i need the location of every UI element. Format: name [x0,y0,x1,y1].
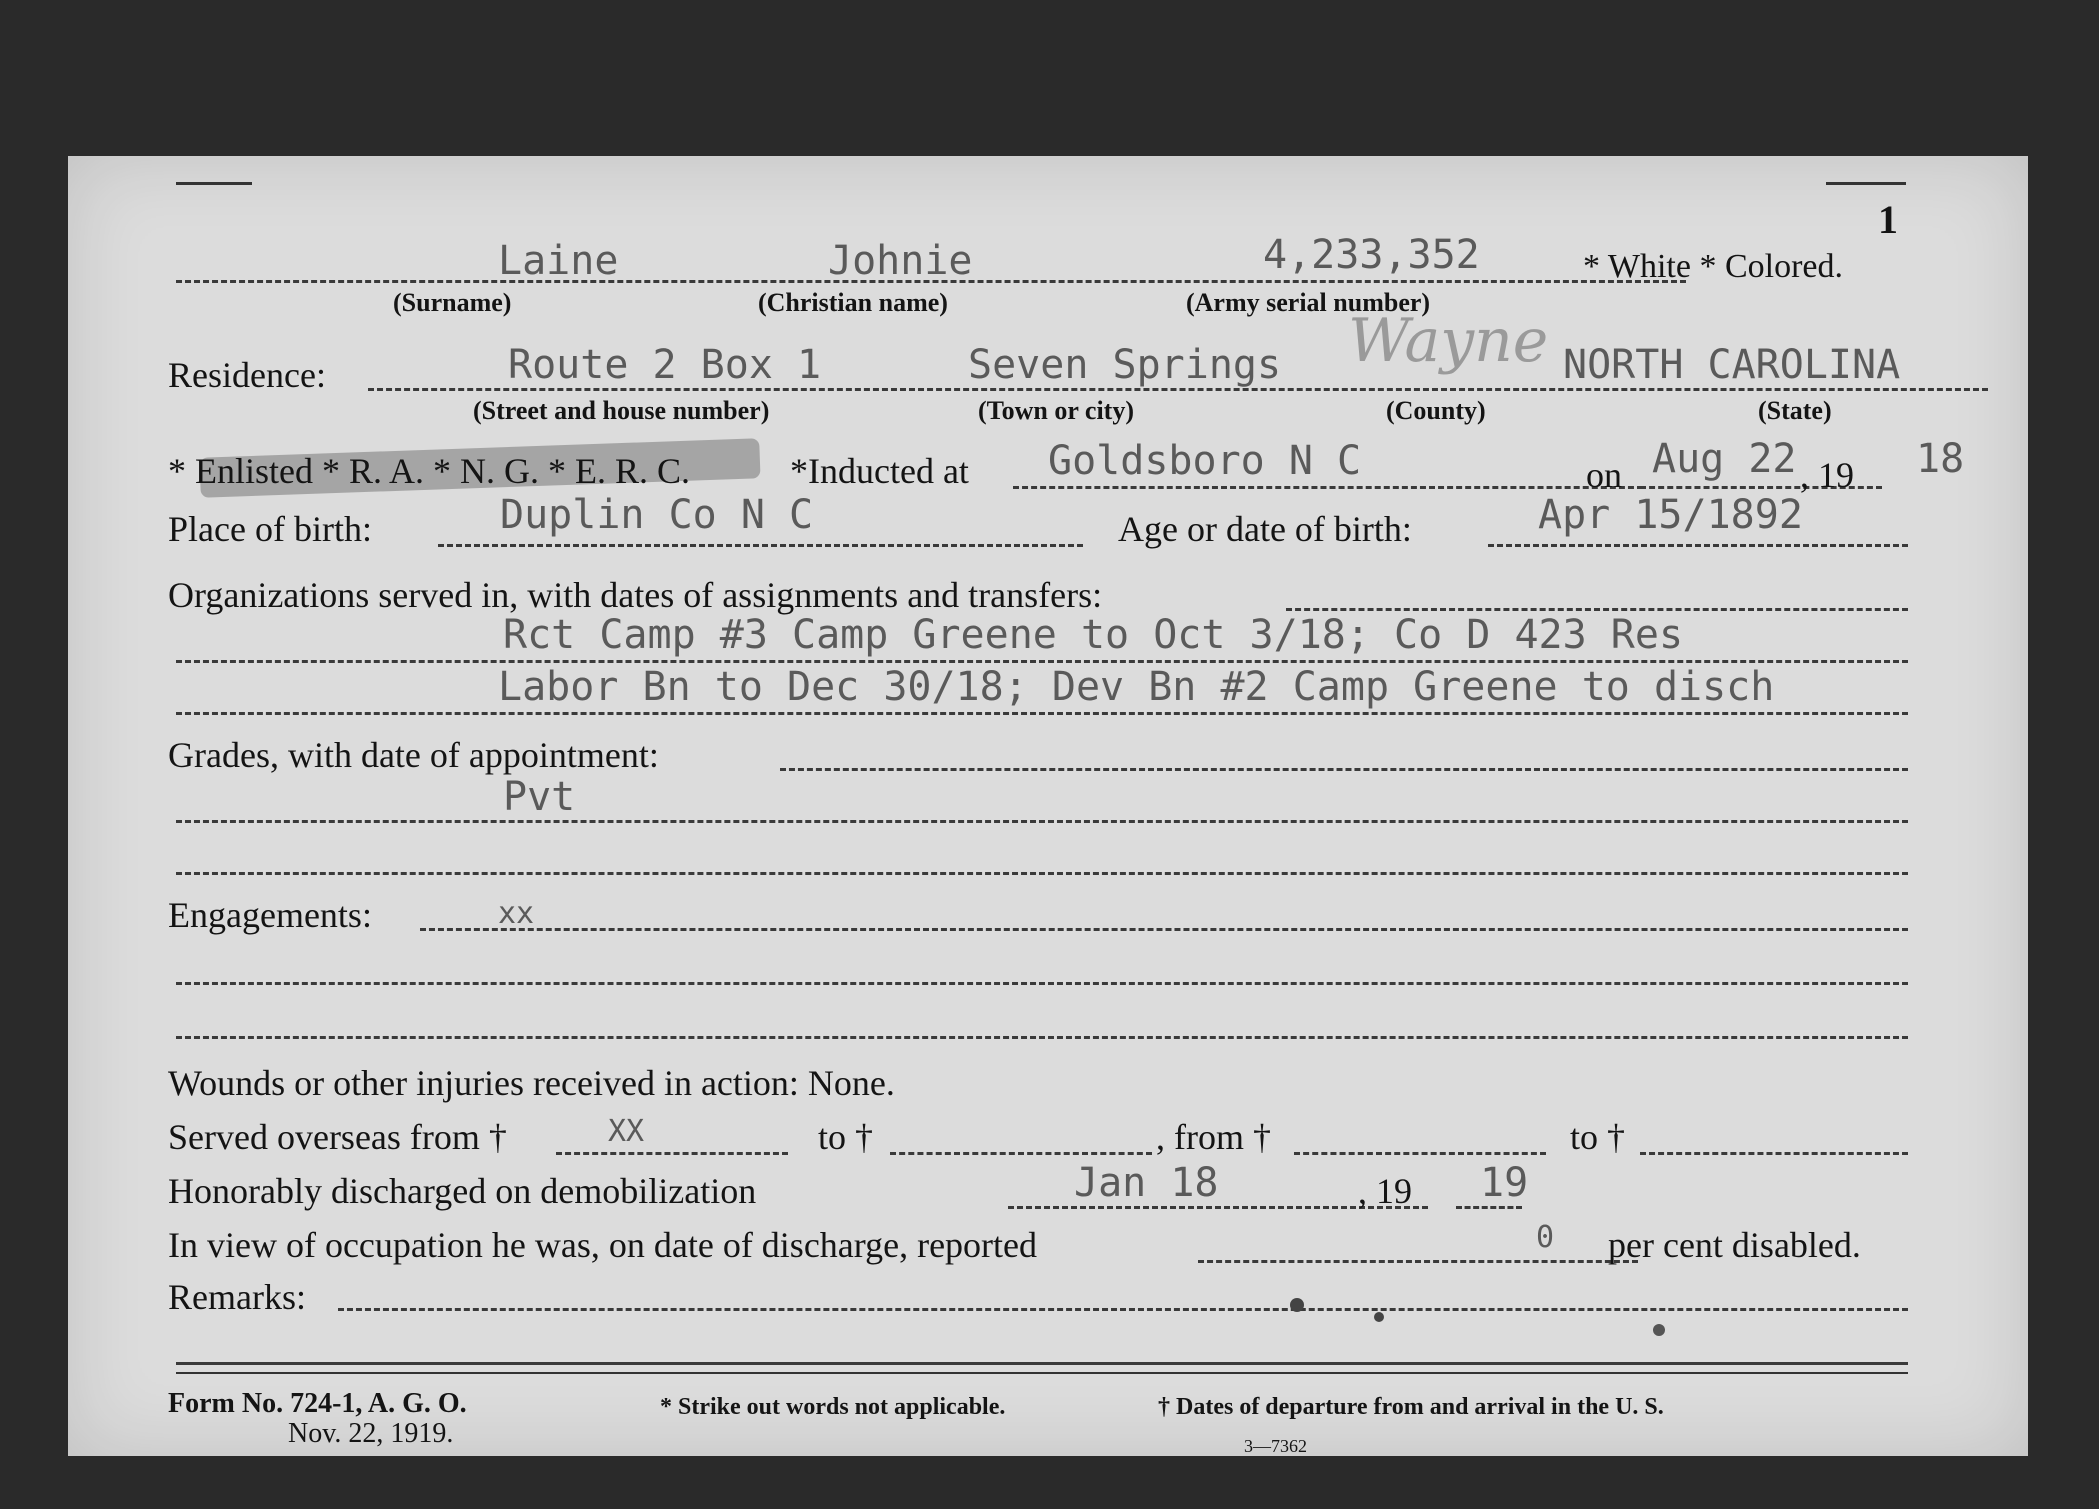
grades-label-line [780,768,1908,771]
on-label: on [1586,455,1622,495]
card-number: 1 [1878,197,1898,242]
serial-number-label: (Army serial number) [1186,288,1431,317]
surname-value: Laine [498,238,619,284]
engagements-line-2 [176,1036,1908,1039]
surname-label: (Surname) [393,288,512,317]
disability-suffix: per cent disabled. [1608,1225,1861,1265]
inducted-line [1013,486,1643,489]
overseas-to2-label: to † [1570,1117,1626,1157]
street-label: (Street and house number) [473,396,770,425]
remarks-ink-spot-1 [1290,1298,1304,1312]
engagements-value: xx [498,896,535,931]
residence-street: Route 2 Box 1 [508,342,822,388]
inducted-date-value: Aug 22 [1652,436,1797,482]
county-label: (County) [1386,396,1486,425]
disability-line [1198,1260,1638,1263]
service-record-card [68,156,2028,1456]
organizations-line-1 [176,660,1908,663]
residence-label: Residence: [168,355,326,395]
inducted-year-prefix: , 19 [1800,455,1854,495]
inducted-at-value: Goldsboro N C [1048,438,1362,484]
grades-label: Grades, with date of appointment: [168,735,659,775]
print-code: 3—7362 [1244,1436,1307,1456]
place-of-birth-label: Place of birth: [168,509,372,549]
engagements-label: Engagements: [168,895,372,935]
dates-note: † Dates of departure from and arrival in the U. S. [1158,1394,1664,1420]
residence-town: Seven Springs [968,342,1282,388]
organizations-label-line [1286,608,1908,611]
discharge-year-value: 19 [1480,1160,1529,1206]
top-left-rule [176,182,252,185]
organizations-line-2-text: Labor Bn to Dec 30/18; Dev Bn #2 Camp Greene to disch [498,664,1775,710]
discharge-year-prefix: , 19 [1358,1171,1412,1211]
remarks-ink-spot-2 [1374,1312,1384,1322]
place-of-birth-line [438,544,1083,547]
race-options-text: * White * Colored. [1583,248,1843,285]
residence-state: NORTH CAROLINA [1563,342,1901,388]
organizations-label: Organizations served in, with dates of assignments and transfers: [168,575,1103,615]
inducted-label: *Inducted at [790,451,969,491]
race-options [1583,248,1843,286]
overseas-from2-label: , from † [1156,1117,1271,1157]
overseas-to-line [890,1152,1152,1155]
christian-name-label: (Christian name) [758,288,948,317]
grades-value: Pvt [503,774,576,820]
wounds-label: Wounds or other injuries received in action: None. [168,1063,895,1103]
remarks-line-1 [338,1308,1908,1311]
form-date: Nov. 22, 1919. [288,1418,454,1449]
state-label: (State) [1758,396,1832,425]
remarks-solid-line [176,1372,1908,1374]
form-number: Form No. 724-1, A. G. O. [168,1388,467,1419]
organizations-line-1-text: Rct Camp #3 Camp Greene to Oct 3/18; Co D 423 Res [503,612,1684,658]
strike-note: * Strike out words not applicable. [660,1394,1006,1420]
top-right-rule [1826,182,1906,185]
christian-name-value: Johnie [828,238,973,284]
date-of-birth-value: Apr 15/1892 [1538,492,1803,538]
disability-value: 0 [1536,1220,1555,1255]
discharge-label: Honorably discharged on demobilization [168,1171,757,1211]
overseas-from2-line [1294,1152,1546,1155]
discharge-year-line [1456,1206,1522,1209]
enlisted-label: * Enlisted * R. A. * N. G. * E. R. C. [168,451,691,491]
remarks-label: Remarks: [168,1277,306,1317]
grades-line-2 [176,872,1908,875]
organizations-line-2 [176,712,1908,715]
discharge-date-value: Jan 18 [1074,1160,1219,1206]
engagements-line-1 [176,982,1908,985]
remarks-line-2 [176,1362,1908,1365]
town-label: (Town or city) [978,396,1134,425]
overseas-from-line [556,1152,788,1155]
grades-line-1 [176,820,1908,823]
disability-label: In view of occupation he was, on date of discharge, reported [168,1225,1038,1265]
remarks-ink-spot-3 [1653,1324,1665,1336]
age-label: Age or date of birth: [1118,509,1412,549]
serial-number-value: 4,233,352 [1263,232,1480,278]
overseas-to-label: to † [818,1117,874,1157]
inducted-year-value: 18 [1916,436,1965,482]
overseas-to2-line [1640,1152,1908,1155]
residence-county-handwritten: Wayne [1348,306,1549,376]
residence-line [368,388,1988,391]
age-line [1488,544,1908,547]
overseas-from-label: Served overseas from † [168,1117,507,1157]
place-of-birth-value: Duplin Co N C [500,492,814,538]
engagements-label-line [420,928,1908,931]
overseas-from-value: XX [608,1114,645,1149]
